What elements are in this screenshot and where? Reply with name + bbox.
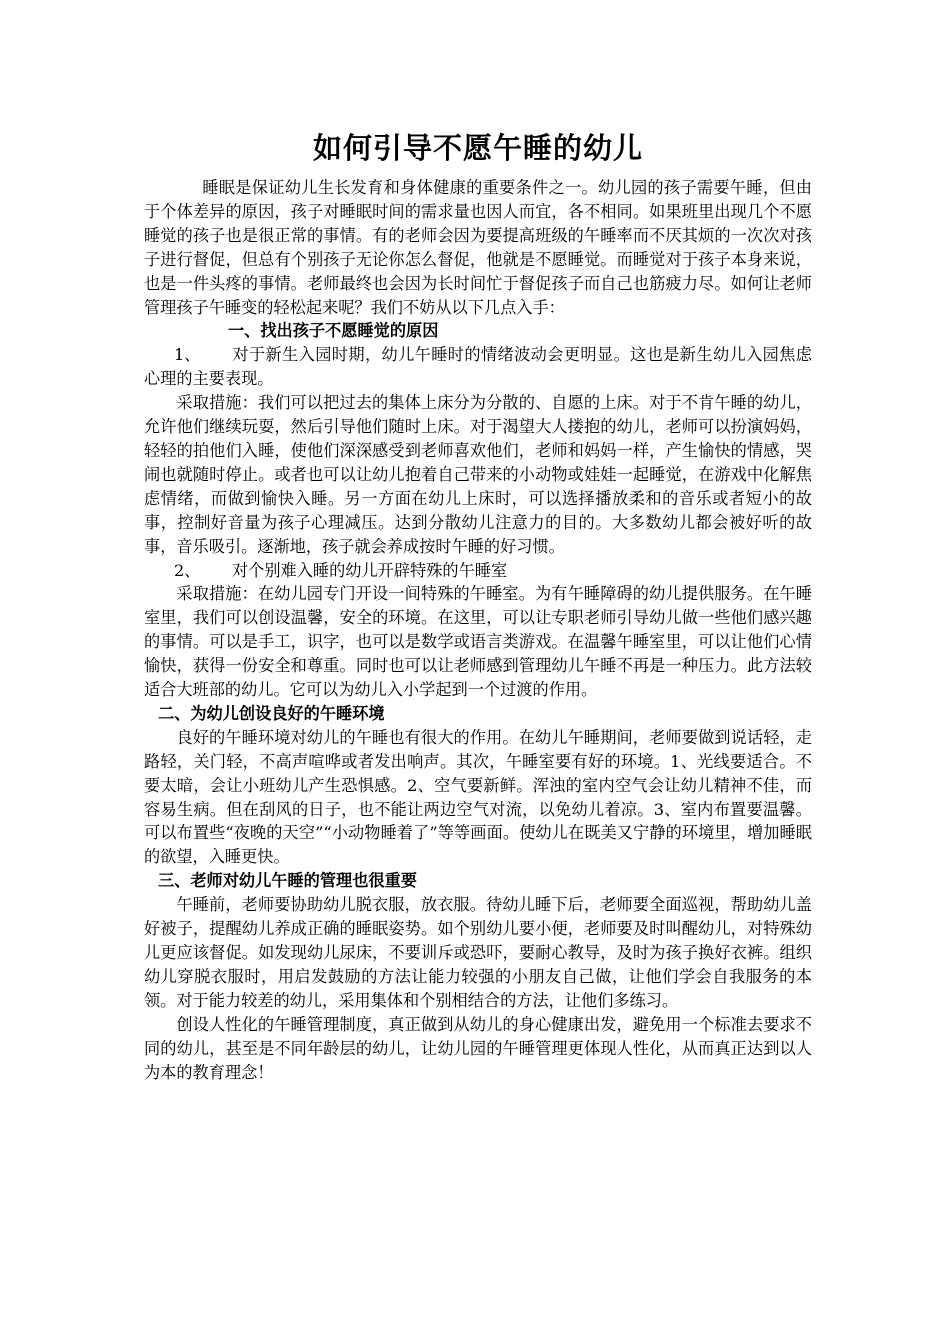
section-heading-1: 一、找出孩子不愿睡觉的原因 [228,321,439,341]
measure-paragraph-1: 采取措施：我们可以把过去的集体上床分为分散的、自愿的上床。对于不肯午睡的幼儿，允许他们继续玩耍，然后引导他们随时上床。对于渴望大人搂抱的幼儿，老师可以扮演妈妈，轻轻的拍他们入睡，使他们深深感受到老师喜欢他们，老师和妈妈一样，产生愉快的情感，哭闹也就随时停止。或者也可以让幼儿抱着自己带来的小动物或娃娃一起睡觉，在游戏中化解焦虑情绪，而做到愉快入睡。另一方面在幼儿上床时，可以选择播放柔和的音乐或者短小的故事，控制好音量为孩子心理减压。达到分散幼儿注意力的目的。大多数幼儿都会被好听的故事，音乐吸引。逐渐地，孩子就会养成按时午睡的好习惯。 [144,393,812,556]
management-paragraph: 午睡前，老师要协助幼儿脱衣服，放衣服。待幼儿睡下后，老师要全面巡视，帮助幼儿盖好被子，提醒幼儿养成正确的睡眠姿势。如个别幼儿要小便，老师要及时叫醒幼儿，对特殊幼儿更应该督促。如发现幼儿尿床，不要训斥或恐吓，要耐心教导，及时为孩子换好衣裤。组织幼儿穿脱衣服时，用启发鼓励的方法让能力较强的小朋友自己做，让他们学会自我服务的本领。对于能力较差的幼儿，采用集体和个别相结合的方法，让他们多练习。 [144,895,812,1010]
intro-paragraph: 睡眠是保证幼儿生长发育和身体健康的重要条件之一。幼儿园的孩子需要午睡，但由于个体差异的原因，孩子对睡眠时间的需求量也因人而宜，各不相同。如果班里出现几个不愿睡觉的孩子也是很正常的事情。有的老师会因为要提高班级的午睡率而不厌其烦的一次次对孩子进行督促，但总有个别孩子无论你怎么督促，他就是不愿睡觉。而睡觉对于孩子本身来说，也是一件头疼的事情。老师最终也会因为长时间忙于督促孩子而自己也筋疲力尽。如何让老师管理孩子午睡变的轻松起来呢？我们不妨从以下几点入手： [144,178,812,317]
list-text-1: 对于新生入园时期，幼儿午睡时的情绪波动会更明显。这也是新生幼儿入园焦虑心理的主要表现。 [144,345,812,389]
environment-paragraph: 良好的午睡环境对幼儿的午睡也有很大的作用。在幼儿午睡期间，老师要做到说话轻，走路轻，关门轻，不高声喧哗或者发出响声。其次，午睡室要有好的环境。1、光线要适合。不要太暗，会让小班幼儿产生恐惧感。2、空气要新鲜。浑浊的室内空气会让幼儿精神不佳，而容易生病。但在刮风的日子，也不能让两边空气对流，以免幼儿着凉。3、室内布置要温馨。可以布置些“夜晚的天空”“小动物睡着了”等等画面。使幼儿在既美又宁静的环境里，增加睡眠的欲望，入睡更快。 [144,727,812,867]
list-text-2: 对个别难入睡的幼儿开辟特殊的午睡室 [232,560,508,580]
document-page [144,128,812,1084]
section-heading-3: 三、老师对幼儿午睡的管理也很重要 [158,871,417,891]
list-item-2 [144,559,812,583]
measure-paragraph-2: 采取措施：在幼儿园专门开设一间特殊的午睡室。为有午睡障碍的幼儿提供服务。在午睡室里，我们可以创设温馨，安全的环境。在这里，可以让专职老师引导幼儿做一些他们感兴趣的事情。可以是手工，识字，也可以是数学或语言类游戏。在温馨午睡室里，可以让他们心情愉快，获得一份安全和尊重。同时也可以让老师感到管理幼儿午睡不再是一种压力。此方法较适合大班部的幼儿。它可以为幼儿入小学起到一个过渡的作用。 [144,584,812,700]
list-number-1: 1、 [174,345,201,365]
list-number-2: 2、 [174,560,201,580]
document-title: 如何引导不愿午睡的幼儿 [312,131,643,165]
section-heading-2: 二、为幼儿创设良好的午睡环境 [158,703,385,723]
conclusion-paragraph: 创设人性化的午睡管理制度，真正做到从幼儿的身心健康出发，避免用一个标准去要求不同的幼儿，甚至是不同年龄层的幼儿，让幼儿园的午睡管理更体现人性化，从而真正达到以人为本的教育理念！ [144,1014,812,1082]
list-item-1 [144,343,812,391]
